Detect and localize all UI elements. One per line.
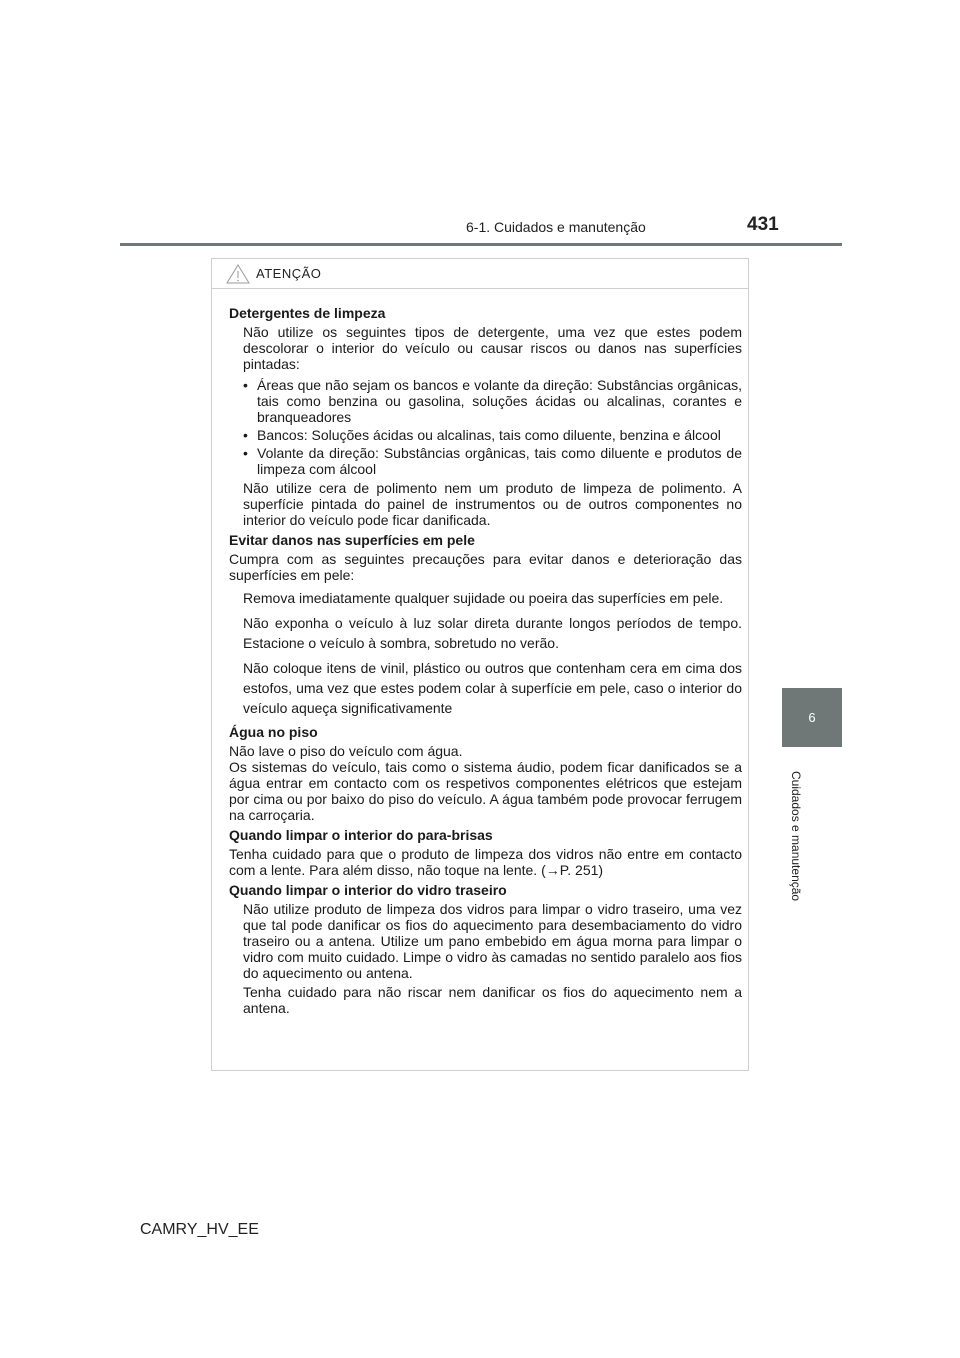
header-divider (120, 243, 842, 246)
heading-windshield: Quando limpar o interior do para-brisas (229, 827, 493, 843)
paragraph-leather-intro: Cumpra com as seguintes precauções para evitar danos e deterioração das superfícies em pele: (229, 551, 742, 583)
heading-water-floor: Água no piso (229, 724, 318, 740)
paragraph-rear-window-cleaner: Não utilize produto de limpeza dos vidros para limpar o vidro traseiro, uma vez que tal pode danificar os fios do aquecimento para desembaciamento do vidro traseiro ou a antena. Utilize um pano embebido em água morna para limpar o vidro com muito cuidado. Limpe o vidro às camadas no sentido paralelo aos fios do aquecimento ou antena. (243, 901, 742, 981)
heading-cleaning-detergents: Detergentes de limpeza (229, 305, 386, 321)
warning-triangle-icon (226, 264, 250, 284)
chapter-number: 6 (808, 710, 816, 725)
heading-leather-surfaces: Evitar danos nas superfícies em pele (229, 532, 475, 548)
detergent-bullet-list (229, 377, 742, 477)
paragraph-detergents: Não utilize os seguintes tipos de detergente, uma vez que estes podem descolorar o interior do veículo ou causar riscos ou danos nas superfícies pintadas: (243, 324, 742, 372)
list-item: • Áreas que não sejam os bancos e volante da direção: Substâncias orgânicas, tais como benzina ou gasolina, soluções ácidas ou alcalinas, corantes e branqueadores (243, 377, 742, 425)
warning-header (212, 259, 748, 289)
paragraph-leather-dirt: Remova imediatamente qualquer sujidade ou poeira das superfícies em pele. (243, 590, 724, 606)
chapter-tab (782, 688, 842, 747)
page-number: 431 (747, 214, 779, 235)
warning-box (211, 258, 749, 1071)
heading-rear-window: Quando limpar o interior do vidro traseiro (229, 882, 507, 898)
paragraph-leather-sunlight: Não exponha o veículo à luz solar direta durante longos períodos de tempo. Estacione o veículo à sombra, sobretudo no verão. (243, 615, 742, 651)
paragraph-windshield: Tenha cuidado para que o produto de limpeza dos vidros não entre em contacto com a lente. Para além disso, não toque na lente. (→P. 251) (229, 846, 742, 878)
paragraph-water-floor: Não lave o piso do veículo com água. Os sistemas do veículo, tais como o sistema áudio, podem ficar danificados se a água entrar em contacto com os respetivos componentes elétricos que estejam por cima ou por baixo do piso do veículo. A água também pode provocar ferrugem na carroçaria. (229, 743, 742, 823)
warning-title: ATENÇÃO (256, 266, 322, 281)
list-item: • Bancos: Soluções ácidas ou alcalinas, tais como diluente, benzina e álcool (243, 427, 742, 443)
paragraph-polishing-wax: Não utilize cera de polimento nem um produto de limpeza de polimento. A superfície pintada do painel de instrumentos ou de outros componentes no interior do veículo pode ficar danificada. (243, 480, 742, 528)
chapter-title-vertical: Cuidados e manutenção (789, 770, 803, 902)
paragraph-rear-window-scratch: Tenha cuidado para não riscar nem danificar os fios do aquecimento nem a antena. (243, 984, 742, 1016)
model-code: CAMRY_HV_EE (140, 1221, 259, 1238)
header-section-title: 6-1. Cuidados e manutenção (466, 219, 646, 235)
list-item: • Volante da direção: Substâncias orgânicas, tais como diluente e produtos de limpeza com álcool (243, 445, 742, 477)
warning-body (212, 289, 748, 1016)
paragraph-leather-vinyl: Não coloque itens de vinil, plástico ou outros que contenham cera em cima dos estofos, uma vez que estes podem colar à superfície em pele, caso o interior do veículo aqueça significativamente (243, 660, 742, 716)
